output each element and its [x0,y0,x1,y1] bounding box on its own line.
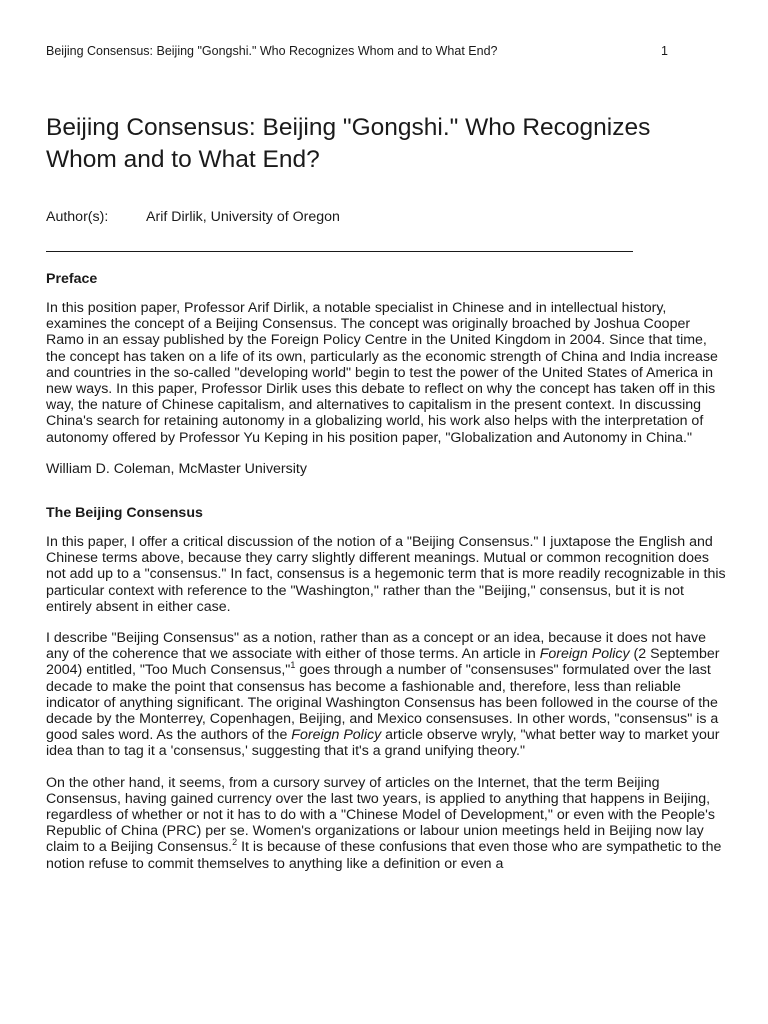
journal-title: Foreign Policy [539,646,630,663]
page-number: 1 [661,44,668,58]
authors-label: Author(s): [46,209,109,225]
paragraph-text: article observe wryly, "what better way to market your idea than to tag it a 'consensus,' suggesting that it's a grand unifying theory." [46,727,720,760]
preface-heading: Preface [46,271,98,287]
body-paragraph-2 [46,630,726,760]
paragraph-text: (2 September 2004) entitled, "Too Much Consensus," [46,646,720,679]
footnote-ref-2[interactable]: 2 [232,836,238,847]
authors-value: Arif Dirlik, University of Oregon [146,209,340,225]
footnote-ref-1[interactable]: 1 [290,659,296,670]
paragraph-text: It is because of these confusions that even those who are sympathetic to the notion refuse to commit themselves to anything like a definition or even a [46,839,722,872]
paragraph-text: On the other hand, it seems, from a cursory survey of articles on the Internet, that the term Beijing Consensus, having gained currency over the last two years, is applied to anything that happens in Beijing, regardless of whether or not it has to do with a "Chinese Model of Development," or even with the People's Republic of China (PRC) per se. Women's organizations or labour union meetings held in Beijing now lay claim to a Beijing Consensus. [46,774,715,856]
document-title: Beijing Consensus: Beijing "Gongshi." Who Recognizes Whom and to What End? [46,114,651,173]
preface-signature: William D. Coleman, McMaster University [46,460,307,477]
journal-title: Foreign Policy [291,727,382,744]
body-paragraph-3 [46,775,726,872]
title-divider [46,251,633,252]
preface-paragraph: In this position paper, Professor Arif Dirlik, a notable specialist in Chinese and in intellectual history, examines the concept of a Beijing Consensus. The concept was originally broached by Joshua Cooper Ramo in an essay published by the Foreign Policy Centre in the United Kingdom in 2004. Since that time, the concept has taken on a life of its own, particularly as the economic strength of China and India increase and countries in the so-called "developing world" begin to test the power of the United States of America in new ways. In this paper, Professor Dirlik uses this debate to reflect on why the concept has taken off in this way, the nature of Chinese capitalism, and alternatives to capitalism in the present context. In discussing China's search for retaining autonomy in a globalizing world, his work also helps with the interpretation of autonomy offered by Professor Yu Keping in his position paper, "Globalization and Autonomy in China." [46,300,718,446]
paragraph-text: I describe "Beijing Consensus" as a notion, rather than as a concept or an idea, because it does not have any of the coherence that we associate with either of those terms. An article in [46,630,706,663]
authors-line [46,208,340,226]
document-body [46,270,726,887]
section-heading: The Beijing Consensus [46,505,203,522]
paragraph-text: goes through a number of "consensuses" formulated over the last decade to make the point that consensus has become a fashionable and, therefore, less than reliable indicator of anything significant. The original Washington Consensus has been followed in the course of the decade by the Monterrey, Copenhagen, Beijing, and Mexico consensuses. In other words, "consensus" is a good sales word. As the authors of the [46,662,719,744]
running-header [46,44,672,58]
body-paragraph-1: In this paper, I offer a critical discussion of the notion of a "Beijing Consensus." I juxtapose the English and Chinese terms above, because they carry slightly different meanings. Mutual or common recognition does not add up to a "consensus." In fact, consensus is a hegemonic term that is more readily recognizable in this particular context with reference to the "Washington," rather than the "Beijing," consensus, but it is not entirely absent in either case. [46,534,726,615]
running-title: Beijing Consensus: Beijing "Gongshi." Who Recognizes Whom and to What End? [46,44,498,58]
